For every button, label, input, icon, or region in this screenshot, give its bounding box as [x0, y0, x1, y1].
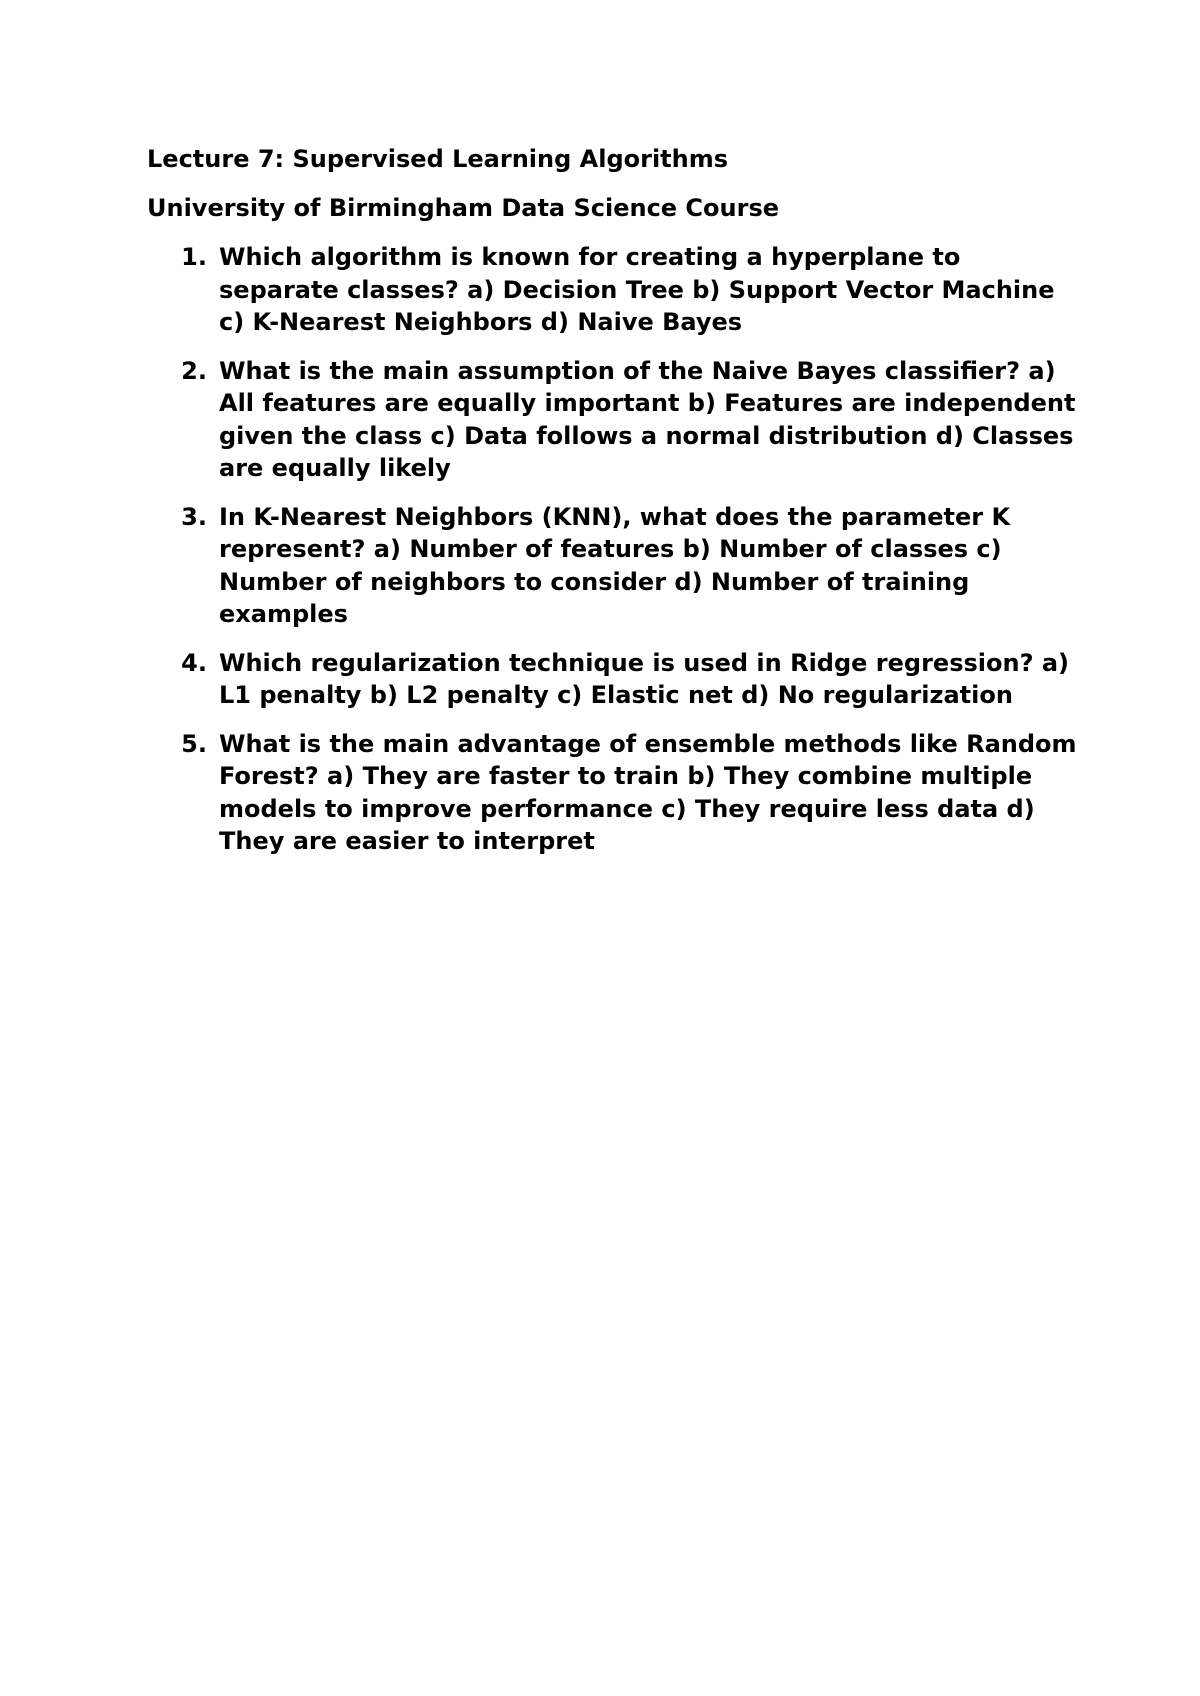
question-number: 5. — [181, 729, 207, 758]
question-text: What is the main assumption of the Naive Bayes classifier? a) All features are equally important b) Features are independent given the class c) Data follows a normal distribution d) Classes are equally likely — [219, 356, 1076, 482]
question-number: 1. — [181, 243, 207, 271]
question-text: What is the main advantage of ensemble methods like Random Forest? a) They are faster to train b) They combine multiple models to improve performance c) They require less data d) They are easier to interpret — [219, 729, 1077, 855]
question-number: 3. — [181, 502, 207, 531]
document-title: Lecture 7: Supervised Learning Algorithms — [147, 145, 729, 173]
question-list — [147, 241, 1077, 874]
question-number: 4. — [181, 648, 207, 677]
question-1 — [147, 241, 1077, 339]
question-text: In K-Nearest Neighbors (KNN), what does the parameter K represent? a) Number of features b) Number of classes c) Number of neighbors to consider d) Number of training examples — [219, 502, 1011, 628]
question-2 — [147, 355, 1077, 485]
question-number: 2. — [181, 356, 207, 385]
document-subtitle: University of Birmingham Data Science Course — [147, 194, 780, 222]
question-4 — [147, 647, 1077, 712]
question-3 — [147, 501, 1077, 631]
question-5 — [147, 728, 1077, 858]
question-text: Which regularization technique is used in Ridge regression? a) L1 penalty b) L2 penalty c) Elastic net d) No regularization — [219, 648, 1070, 709]
question-text: Which algorithm is known for creating a hyperplane to separate classes? a) Decision Tree b) Support Vector Machine c) K-Nearest Neighbors d) Naive Bayes — [219, 243, 1055, 336]
